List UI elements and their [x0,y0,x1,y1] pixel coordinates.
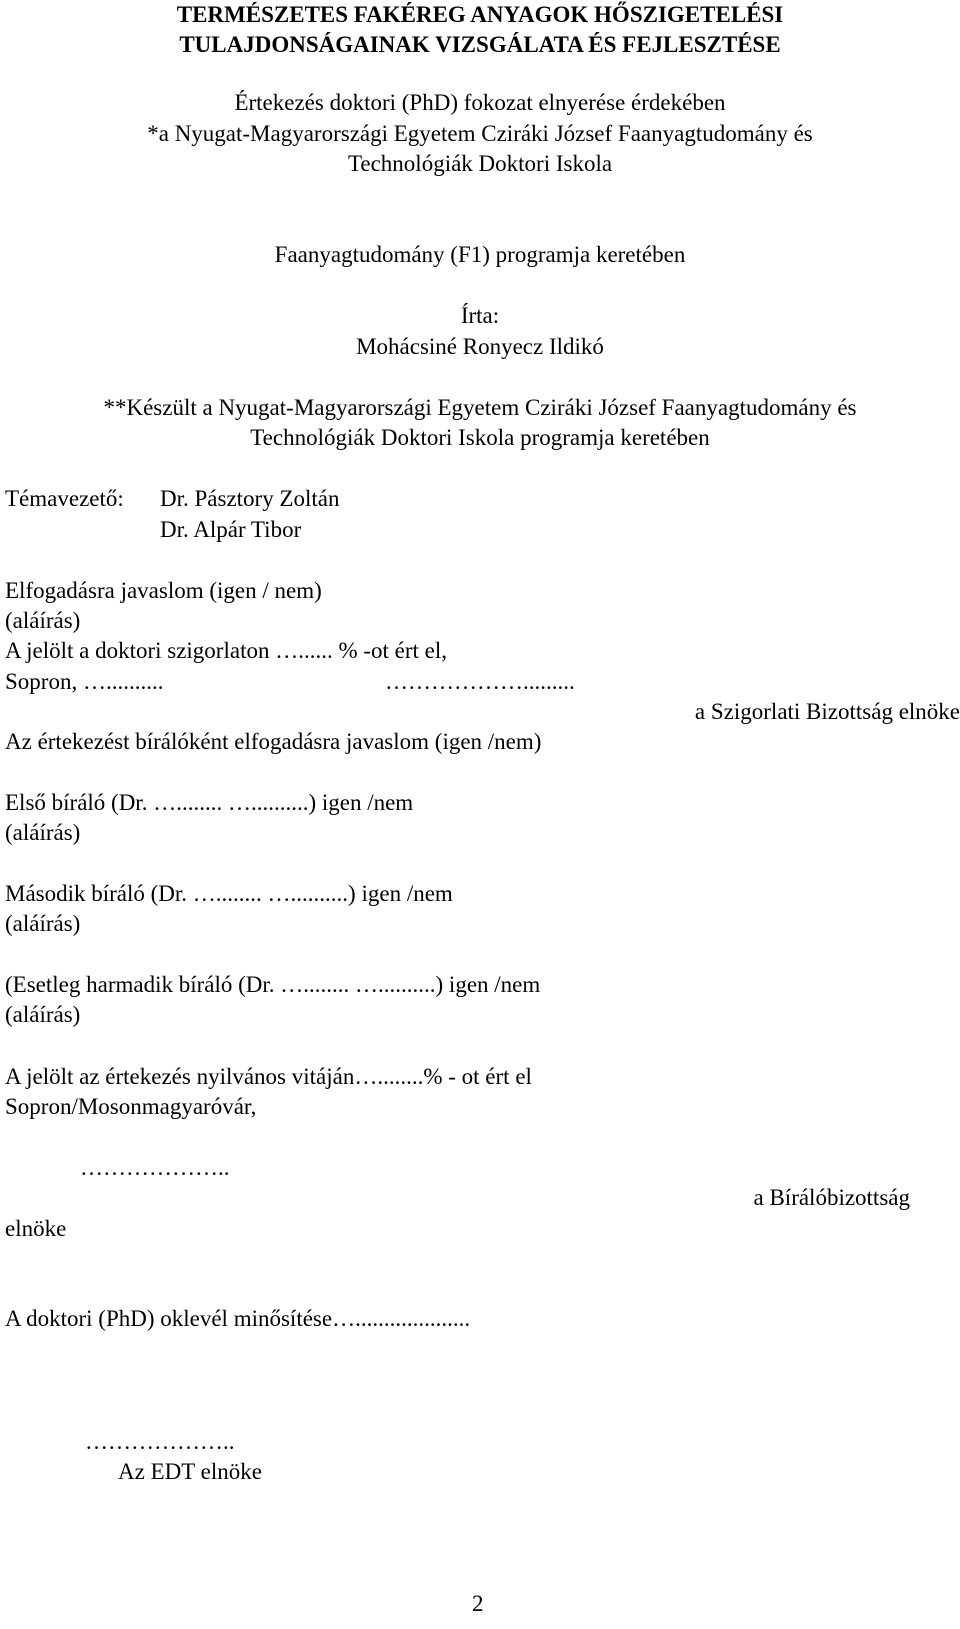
edt-chair-label: Az EDT elnöke [118,1459,262,1484]
reviewers-intro: Az értekezést bírálóként elfogadásra javaslom (igen /nem) [5,729,542,754]
committee-label: a Bírálóbizottság [753,1185,910,1210]
second-reviewer-sign: (aláírás) [5,911,81,936]
author-label: Írta: [460,303,500,328]
supervisor-name-1: Dr. Pásztory Zoltán [160,486,340,511]
page-number: 2 [472,1591,484,1616]
defense-place-line: Sopron/Mosonmagyaróvár, [5,1094,257,1119]
first-reviewer-line: Első bíráló (Dr. …........ …..........) igen /nem [5,790,414,815]
supervisor-name-2: Dr. Alpár Tibor [160,517,302,542]
third-reviewer-line: (Esetleg harmadik bíráló (Dr. …........ …..........) igen /nem [5,972,541,997]
defense-sign-dots: ……………….. [80,1155,230,1180]
intro-line-1: Értekezés doktori (PhD) fokozat elnyerése érdekében [234,90,726,115]
made-line-2: Technológiák Doktori Iskola programja keretében [250,425,710,450]
qualification-line: A doktori (PhD) oklevél minősítése….................... [5,1306,471,1331]
edt-sign-dots: ……………….. [85,1429,235,1454]
committee-chair-label: elnöke [5,1216,67,1241]
program-line: Faanyagtudomány (F1) programja keretében [274,242,686,267]
intro-line-3: Technológiák Doktori Iskola [347,151,613,176]
second-reviewer-line: Második bíráló (Dr. …........ …..........) igen /nem [5,881,453,906]
exam-chair-label: a Szigorlati Bizottság elnöke [694,699,960,724]
made-line-1: **Készült a Nyugat-Magyarországi Egyetem Cziráki József Faanyagtudomány és [103,395,857,420]
title-line-2: TULAJDONSÁGAINAK VIZSGÁLATA ÉS FEJLESZTÉSE [179,32,781,57]
intro-line-2: *a Nyugat-Magyarországi Egyetem Cziráki József Faanyagtudomány és [147,121,813,146]
acceptance-line: Elfogadásra javaslom (igen / nem) [5,578,322,603]
exam-place-line: Sopron, ….......... [5,669,164,694]
acceptance-sign: (aláírás) [5,608,81,633]
exam-sign-dots: ………………......... [385,669,575,694]
supervisor-label: Témavezető: [5,486,124,511]
author-name: Mohácsiné Ronyecz Ildikó [356,334,604,359]
defense-result-line: A jelölt az értekezés nyilvános vitáján…........% - ot ért el [5,1064,532,1089]
first-reviewer-sign: (aláírás) [5,820,81,845]
title-line-1: TERMÉSZETES FAKÉREG ANYAGOK HŐSZIGETELÉSI [176,2,784,27]
exam-result-line: A jelölt a doktori szigorlaton …...... % -ot ért el, [5,638,448,663]
third-reviewer-sign: (aláírás) [5,1002,81,1027]
